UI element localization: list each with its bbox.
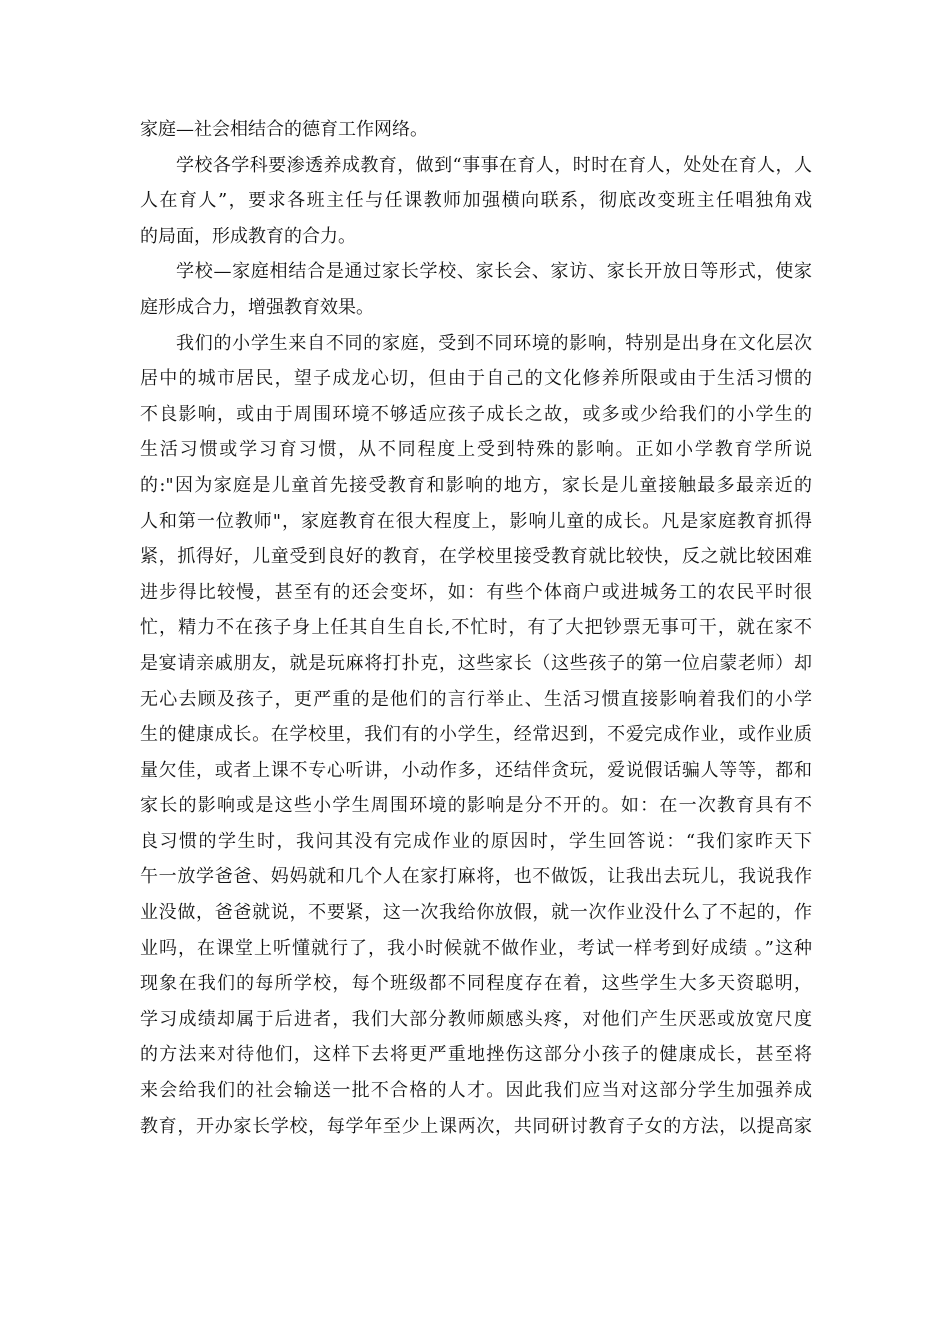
paragraph — [140, 148, 812, 255]
text-line: 学习成绩却属于后进者，我们大部分教师颇感头疼，对他们产生厌恶或放宽尺度 — [140, 1008, 812, 1030]
text-line: 的:"因为家庭是儿童首先接受教育和影响的地方，家长是儿童接触最多最亲近的 — [140, 474, 812, 496]
document-body — [140, 112, 812, 1144]
text-line: 家庭—社会相结合的德育工作网络。 — [140, 119, 428, 140]
text-line: 忙，精力不在孩子身上任其自生自长,不忙时，有了大把钞票无事可干，就在家不 — [140, 617, 812, 639]
paragraph — [140, 254, 812, 325]
text-line: 学校—家庭相结合是通过家长学校、家长会、家访、家长开放日等形式，使家 — [176, 261, 812, 283]
text-line: 的方法来对待他们，这样下去将更严重地挫伤这部分小孩子的健康成长，甚至将 — [140, 1044, 812, 1066]
text-line: 庭形成合力，增强教育效果。 — [140, 296, 374, 318]
text-line: 业吗，在课堂上听懂就行了，我小时候就不做作业，考试一样考到好成绩 。”这种 — [140, 937, 812, 959]
text-line: 不良影响，或由于周围环境不够适应孩子成长之故，或多或少给我们的小学生的 — [140, 403, 812, 425]
text-line: 人在育人”，要求各班主任与任课教师加强横向联系，彻底改变班主任唱独角戏 — [140, 190, 812, 212]
text-line: 我们的小学生来自不同的家庭，受到不同环境的影响，特别是出身在文化层次 — [176, 332, 812, 354]
text-line: 量欠佳，或者上课不专心听讲，小动作多，还结伴贪玩，爱说假话骗人等等，都和 — [140, 759, 812, 781]
text-line: 居中的城市居民，望子成龙心切，但由于自己的文化修养所限或由于生活习惯的 — [140, 368, 812, 390]
text-line: 是宴请亲戚朋友，就是玩麻将打扑克，这些家长（这些孩子的第一位启蒙老师）却 — [140, 652, 812, 674]
text-line: 的局面，形成教育的合力。 — [140, 225, 356, 247]
text-line: 人和第一位教师"，家庭教育在很大程度上，影响儿童的成长。凡是家庭教育抓得 — [140, 510, 812, 532]
text-line: 良习惯的学生时，我问其没有完成作业的原因时，学生回答说：“我们家昨天下 — [140, 830, 812, 852]
paragraph — [140, 112, 812, 148]
text-line: 午一放学爸爸、妈妈就和几个人在家打麻将，也不做饭，让我出去玩儿，我说我作 — [140, 866, 812, 888]
text-line: 现象在我们的每所学校，每个班级都不同程度存在着，这些学生大多天资聪明， — [140, 973, 812, 995]
paragraph — [140, 326, 812, 1145]
text-line: 生活习惯或学习育习惯，从不同程度上受到特殊的影响。正如小学教育学所说 — [140, 439, 812, 461]
text-line: 家长的影响或是这些小学生周围环境的影响是分不开的。如：在一次教育具有不 — [140, 795, 812, 817]
text-line: 业没做，爸爸就说，不要紧，这一次我给你放假，就一次作业没什么了不起的，作 — [140, 902, 812, 924]
text-line: 学校各学科要渗透养成教育，做到“事事在育人，时时在育人，处处在育人，人 — [176, 154, 812, 176]
text-line: 来会给我们的社会输送一批不合格的人才。因此我们应当对这部分学生加强养成 — [140, 1080, 812, 1102]
text-line: 进步得比较慢，甚至有的还会变坏，如：有些个体商户或进城务工的农民平时很 — [140, 581, 812, 603]
text-line: 教育，开办家长学校，每学年至少上课两次，共同研讨教育子女的方法，以提高家 — [140, 1115, 812, 1137]
text-line: 生的健康成长。在学校里，我们有的小学生，经常迟到，不爱完成作业，或作业质 — [140, 724, 812, 746]
text-line: 紧，抓得好，儿童受到良好的教育，在学校里接受教育就比较快，反之就比较困难 — [140, 546, 812, 568]
text-line: 无心去顾及孩子，更严重的是他们的言行举止、生活习惯直接影响着我们的小学 — [140, 688, 812, 710]
